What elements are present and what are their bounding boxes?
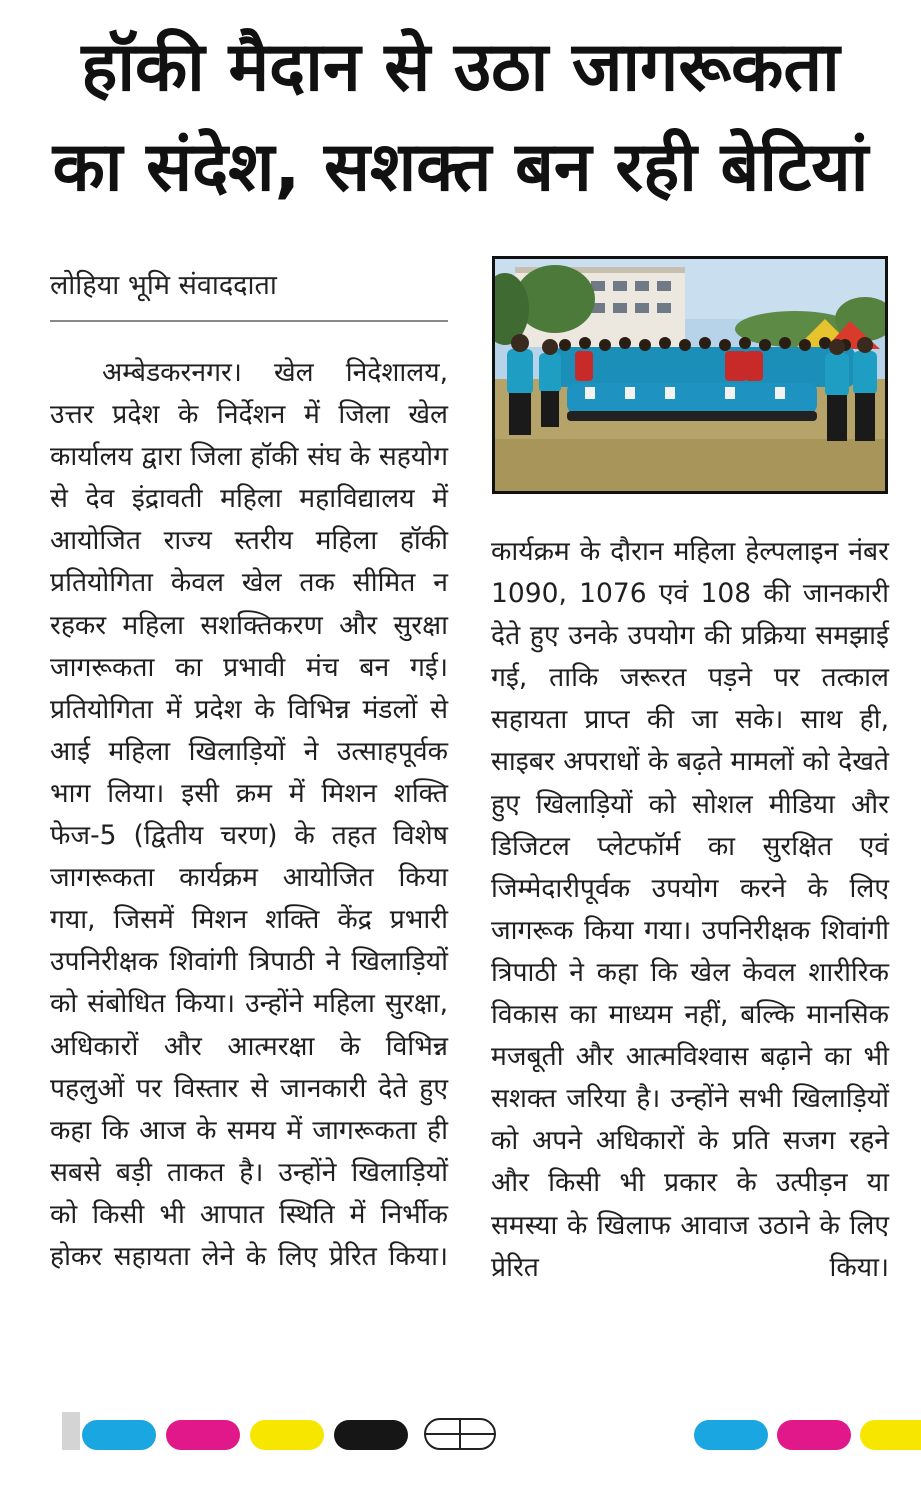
team-group-photo: [492, 256, 888, 494]
registration-magenta-mark: [166, 1420, 240, 1450]
registration-yellow-mark-right: [860, 1420, 921, 1450]
registration-gray-block: [62, 1412, 80, 1450]
registration-yellow-mark: [250, 1420, 324, 1450]
group-photo-illustration: [495, 259, 885, 491]
headline: [20, 18, 901, 218]
registration-magenta-mark-right: [777, 1420, 851, 1450]
headline-line-2: का संदेश, सशक्त बन रही बेटियां: [52, 128, 869, 207]
article-column-left: [50, 352, 448, 1278]
registration-cyan-mark: [82, 1420, 156, 1450]
registration-black-mark: [334, 1420, 408, 1450]
article-paragraph-left: अम्बेडकरनगर। खेल निदेशालय, उत्तर प्रदेश के निर्देशन में जिला खेल कार्यालय द्वारा जिला हॉकी संघ के सहयोग से देव इंद्रावती महिला महाविद्यालय में आयोजित राज्य स्तरीय महिला हॉकी प्रतियोगिता केवल खेल तक सीमित न रहकर महिला सशक्तिकरण और सुरक्षा जागरूकता का प्रभावी मंच बन गई। प्रतियोगिता में प्रदेश के विभिन्न मंडलों से आई महिला खिलाड़ियों ने उत्साहपूर्वक भाग लिया। इसी क्रम में मिशन शक्ति फेज-5 (द्वितीय चरण) के तहत विशेष जागरूकता कार्यक्रम आयोजित किया गया, जिसमें मिशन शक्ति केंद्र प्रभारी उपनिरीक्षक शिवांगी त्रिपाठी ने खिलाड़ियों को संबोधित किया। उन्होंने महिला सुरक्षा, अधिकारों और आत्मरक्षा के विभिन्न पहलुओं पर विस्तार से जानकारी देते हुए कहा कि आज के समय में जागरूकता ही सबसे बड़ी ताकत है। उन्होंने खिलाड़ियों को किसी भी आपात स्थिति में निर्भीक होकर सहायता लेने के लिए प्रेरित किया।: [50, 357, 448, 1272]
byline: लोहिया भूमि संवाददाता: [50, 266, 448, 322]
registration-cyan-mark-right: [694, 1420, 768, 1450]
article-paragraph-right: कार्यक्रम के दौरान महिला हेल्पलाइन नंबर 1090, 1076 एवं 108 की जानकारी देते हुए उनके उपयोग की प्रक्रिया समझाई गई, ताकि जरूरत पड़ने पर तत्काल सहायता प्राप्त की जा सके। साथ ही, साइबर अपराधों के बढ़ते मामलों को देखते हुए खिलाड़ियों को सोशल मीडिया और डिजिटल प्लेटफॉर्म का सुरक्षित एवं जिम्मेदारीपूर्वक उपयोग करने के लिए जागरूक किया गया। उपनिरीक्षक शिवांगी त्रिपाठी ने कहा कि खेल केवल शारीरिक विकास का माध्यम नहीं, बल्कि मानसिक मजबूती और आत्मविश्वास बढ़ाने का भी सशक्त जरिया है। उन्होंने सभी खिलाड़ियों को अपने अधिकारों के प्रति सजग रहने और किसी भी प्रकार के उत्पीड़न या समस्या के खिलाफ आवाज उठाने के लिए प्रेरित किया।: [491, 536, 889, 1283]
registration-crosshair-mark: [424, 1418, 496, 1450]
article-column-right: [491, 531, 889, 1289]
headline-line-1: हॉकी मैदान से उठा जागरूकता: [81, 28, 840, 107]
